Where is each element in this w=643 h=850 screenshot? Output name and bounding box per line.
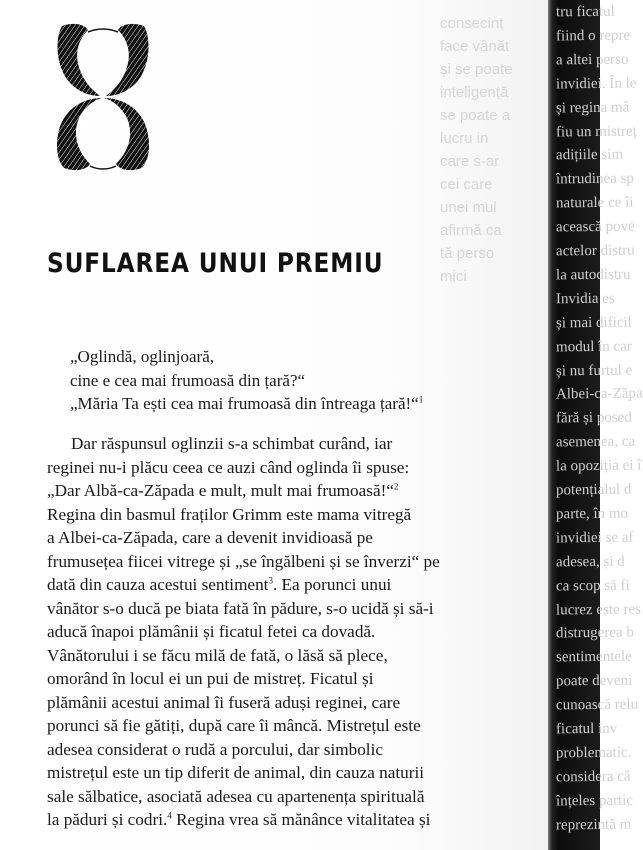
epigraph-line: cine e cea mai frumoasă din țară?“	[70, 370, 306, 390]
neighbor-page-line: și mai dificil	[555, 314, 632, 332]
neighbor-page-line: lucrez este res	[555, 601, 642, 618]
body-line: la păduri și codri.$^4$ Regina vrea să mănânce vitalitatea și	[47, 810, 431, 829]
body-line: a Albei-ca-Zăpada, care a devenit invidioasă pe	[47, 528, 373, 547]
body-line: Dar răspunsul oglinzii s-a schimbat curând, iar	[71, 434, 393, 453]
neighbor-page-line: actelor distru	[555, 242, 635, 260]
neighbor-page-line: invidiei. În le	[555, 75, 637, 93]
neighbor-page-line: acească pove	[555, 218, 635, 236]
body-line: omorând în locul ei un pui de mistreț. Ficatul și	[47, 669, 374, 688]
body-line: vânător s-o ducă pe biata fată în pădure, s-o ucidă și să-i	[47, 598, 434, 618]
bleed-line: face vânăt	[440, 38, 510, 55]
bleed-line: afirmă ca	[440, 222, 502, 239]
body-line: sale sălbatice, asociată adesea cu apartenența spirituală	[47, 786, 425, 806]
neighbor-page-line: fără și posed	[555, 409, 632, 427]
neighbor-page-line: întrudinea sp	[555, 170, 634, 188]
footnote-ref: 3	[268, 575, 273, 586]
neighbor-page-line: poate deveni	[555, 672, 633, 690]
neighbor-page-line: adițiile sim	[555, 147, 624, 164]
body-line: adesea considerat o rudă a porcului, dar simbolic	[47, 739, 383, 759]
bleed-line: și se poate	[440, 61, 513, 78]
neighbor-page-line: cunoască relu	[555, 696, 639, 714]
footnote-ref: 1	[418, 394, 424, 405]
footnote-ref: 2	[393, 481, 399, 492]
body-paragraph	[47, 432, 547, 832]
neighbor-page-line: naturale ce îi	[555, 194, 634, 212]
body-line: porunci să fie gătiți, după care îi mâncă. Mistrețul este	[47, 716, 421, 735]
body-line: dată din cauza acestui sentiment$^3$. Ea porunci unui	[47, 575, 392, 594]
neighbor-page-line: fiind o repre	[555, 27, 631, 45]
neighbor-page-line: asemenea, ca	[555, 433, 636, 451]
neighbor-page-line: la autodistru	[555, 266, 631, 284]
bleed-line: mici	[440, 268, 467, 285]
bleed-line: lucru in	[440, 130, 489, 147]
body-line: mistrețul este un tip diferit de animal, din cauza naturii	[47, 763, 425, 782]
body-line: frumusețea fiicei vitrege și „se îngălbeni și se înverzi“ pe	[47, 551, 440, 571]
body-line: plămânii acestui animal îi fuseră aduși reginei, care	[47, 692, 401, 712]
neighbor-page-line: distrugerea b	[555, 624, 634, 642]
body-line: „Dar Albă-ca-Zăpada e mult, mult mai frumoasă!“$^2$	[47, 481, 399, 500]
bleed-line: cei care	[440, 176, 493, 193]
bleed-line: inteligență	[440, 84, 509, 101]
bleed-through-text	[440, 12, 550, 288]
neighbor-page-line: considera că	[555, 768, 631, 786]
bleed-line: care s-ar	[440, 153, 500, 170]
neighbor-page-line: ca scop să fi	[555, 577, 630, 594]
epigraph	[70, 345, 423, 416]
body-line: reginei nu-i plăcu ceea ce auzi când oglinda îi spuse:	[47, 457, 410, 477]
book-gutter-neighbor-page	[548, 0, 643, 850]
neighbor-page-line: parte, în mo	[555, 505, 629, 523]
epigraph-line: „Măria Ta ești cea mai frumoasă din întreaga țară!“$^1$	[70, 394, 424, 413]
neighbor-page-line: la opoziția ei î	[555, 457, 642, 475]
neighbor-page-line: fiu un mistreț	[555, 123, 637, 140]
body-line: aducă înapoi plămânii și ficatul fetei ca dovadă.	[47, 622, 376, 641]
bleed-line: se poate a	[440, 107, 511, 124]
neighbor-page-line: tru ficatul	[555, 3, 615, 21]
neighbor-page-line: adesea, și d	[555, 553, 625, 571]
chapter-title: SUFLAREA UNUI PREMIU	[47, 248, 384, 279]
bleed-line: tă perso	[440, 245, 495, 262]
body-line: Vânătorului i se făcu milă de fată, o lăsă să plece,	[47, 645, 388, 665]
neighbor-page-line: și nu furtul e	[555, 362, 633, 379]
neighbor-page-line: invidiei se af	[555, 529, 634, 547]
bleed-line: consecinț	[440, 15, 504, 32]
neighbor-page-line: ficatul inv	[555, 720, 618, 738]
bleed-line: unei mul	[440, 199, 497, 216]
neighbor-page-line: sentimentele	[555, 648, 632, 666]
neighbor-page-line: Invidia es	[555, 290, 615, 308]
neighbor-page-line: potențialul d	[555, 481, 632, 499]
neighbor-page-line: problematic.	[555, 744, 632, 762]
neighbor-page-line: modul în car	[555, 338, 632, 355]
neighbor-page-line: Albei-ca-Zăpa	[555, 385, 643, 403]
neighbor-page-line: și regina mâ	[555, 99, 630, 116]
neighbor-page-line: reprezintă m	[555, 816, 632, 833]
body-line: Regina din basmul fraților Grimm este mama vitregă	[47, 504, 412, 524]
neighbor-page-line: a altei perso	[555, 51, 629, 69]
footnote-ref: 4	[167, 810, 172, 821]
epigraph-line: „Oglindă, oglinjoară,	[70, 347, 214, 366]
chapter-number-glyph	[54, 20, 152, 174]
neighbor-page-line: înțeles partic	[555, 792, 634, 810]
